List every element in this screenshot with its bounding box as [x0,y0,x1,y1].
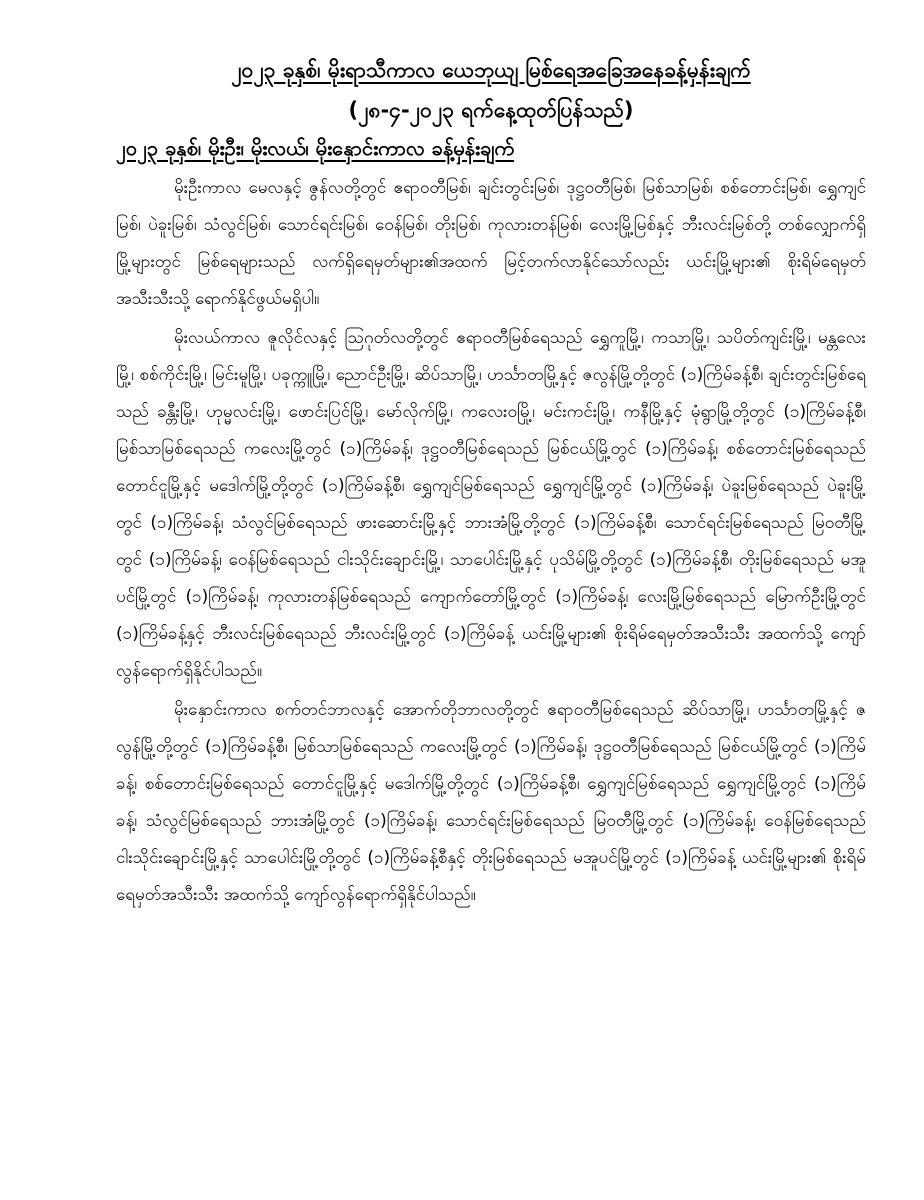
document-title: ၂၀၂၃ ခုနှစ်၊ မိုးရာသီကာလ ယေဘုယျ မြစ်ရေအခြေအနေခန့်မှန်းချက် [231,58,751,82]
paragraph-late-monsoon: မိုးနှောင်းကာလ စက်တင်ဘာလနှင့် အောက်တိုဘာလတို့တွင် ဧရာဝတီမြစ်ရေသည် ဆိပ်သာမြို့၊ ဟင်္သာတမြို့နှင့် ဇလွန်မြို့တို့တွင် (၁)ကြိမ်ခန့်စီ၊ မြစ်သာမြစ်ရေသည် ကလေးမြို့တွင် (၁)ကြိမ်ခန့်၊ ဒုဋ္ဌဝတီမြစ်ရေသည် မြစ်ငယ်မြို့တွင် (၁)ကြိမ်ခန့်၊ စစ်တောင်းမြစ်ရေသည် တောင်ငူမြို့နှင့် မဒေါက်မြို့တို့တွင် (၁)ကြိမ်ခန့်စီ၊ ရွှေကျင်မြစ်ရေသည် ရွှေကျင်မြို့တွင် (၁)ကြိမ်ခန့်၊ သံလွင်မြစ်ရေသည် ဘားအံမြို့တွင် (၁)ကြိမ်ခန့်၊ သောင်ရင်းမြစ်ရေသည် မြဝတီမြို့တွင် (၁)ကြိမ်ခန့်၊ ဝေန်မြစ်ရေသည် ငါးသိုင်းချောင်းမြို့နှင့် သာပေါင်းမြို့တို့တွင် (၁)ကြိမ်ခန့်စီနှင့် တိုးမြစ်ရေသည် မအူပင်မြို့တွင် (၁)ကြိမ်ခန့် ယင်းမြို့များ၏ စိုးရိမ်ရေမှတ်အသီးသီး အထက်သို့ ကျော်လွန်ရောက်ရှိနိုင်ပါသည်။ [116,700,866,905]
document-subtitle: (၂၈-၄-၂၀၂၃ ရက်နေ့ထုတ်ပြန်သည်) [348,98,634,122]
paragraph-early-monsoon: မိုးဦးကာလ မေလနှင့် ဇွန်လတို့တွင် ဧရာဝတီမြစ်၊ ချင်းတွင်းမြစ်၊ ဒုဋ္ဌဝတီမြစ်၊ မြစ်သာမြစ်၊ စစ်တောင်းမြစ်၊ ရွှေကျင်မြစ်၊ ပဲခူးမြစ်၊ သံလွင်မြစ်၊ သောင်ရင်းမြစ်၊ ဝေန်မြစ်၊ တိုးမြစ်၊ ကုလားတန်မြစ်၊ လေးမြို့မြစ်နှင့် ဘီးလင်းမြစ်တို့ တစ်လျှောက်ရှိ မြို့များတွင် မြစ်ရေများသည် လက်ရှိရေမှတ်များ၏အထက် မြင့်တက်လာနိုင်သော်လည်း ယင်းမြို့များ၏ စိုးရိမ်ရေမှတ် အသီးသီးသို့ ရောက်နိုင်ဖွယ်မရှိပါ။ [116,178,866,309]
section-heading: ၂၀၂၃ ခုနှစ်၊ မိုးဦး၊ မိုးလယ်၊ မိုးနှောင်းကာလ ခန့်မှန်းချက် [116,136,515,160]
paragraph-mid-monsoon: မိုးလယ်ကာလ ဇူလိုင်လနှင့် ဩဂုတ်လတို့တွင် ဧရာဝတီမြစ်ရေသည် ရွှေကူမြို့၊ ကသာမြို့၊ သပိတ်ကျင်းမြို့၊ မန္တလေးမြို့၊ စစ်ကိုင်းမြို့၊ မြင်းမူမြို့၊ ပခုက္ကူမြို့၊ ညောင်ဦးမြို့၊ ဆိပ်သာမြို့၊ ဟင်္သာတမြို့နှင့် ဇလွန်မြို့တို့တွင် (၁)ကြိမ်ခန့်စီ၊ ချင်းတွင်းမြစ်ရေသည် ခန္တီးမြို့၊ ဟုမ္မလင်းမြို့၊ ဖောင်းပြင်မြို့၊ မော်လိုက်မြို့၊ ကလေးဝမြို့၊ မင်းကင်းမြို့၊ ကနီမြို့နှင့် မုံရွာမြို့တို့တွင် (၁)ကြိမ်ခန့်စီ၊ မြစ်သာမြစ်ရေသည် ကလေးမြို့တွင် (၁)ကြိမ်ခန့်၊ ဒုဋ္ဌဝတီမြစ်ရေသည် မြစ်ငယ်မြို့တွင် (၁)ကြိမ်ခန့်၊ စစ်တောင်းမြစ်ရေသည် တောင်ငူမြို့နှင့် မဒေါက်မြို့တို့တွင် (၁)ကြိမ်ခန့်စီ၊ ရွှေကျင်မြစ်ရေသည် ရွှေကျင်မြို့တွင် (၁)ကြိမ်ခန့်၊ ပဲခူးမြစ်ရေသည် ပဲခူးမြို့တွင် (၁)ကြိမ်ခန့်၊ သံလွင်မြစ်ရေသည် ဖားဆောင်းမြို့နှင့် ဘားအံမြို့တို့တွင် (၁)ကြိမ်ခန့်စီ၊ သောင်ရင်းမြစ်ရေသည် မြဝတီမြို့တွင် (၁)ကြိမ်ခန့်၊ ဝေန်မြစ်ရေသည် ငါးသိုင်းချောင်းမြို့၊ သာပေါင်းမြို့နှင့် ပုသိမ်မြို့တို့တွင် (၁)ကြိမ်ခန့်စီ၊ တိုးမြစ်ရေသည် မအူပင်မြို့တွင် (၁)ကြိမ်ခန့်၊ ကုလားတန်မြစ်ရေသည် ကျောက်တော်မြို့တွင် (၁)ကြိမ်ခန့်၊ လေးမြို့မြစ်ရေသည် မြောက်ဦးမြို့တွင် (၁)ကြိမ်ခန့်နှင့် ဘီးလင်းမြစ်ရေသည် ဘီးလင်းမြို့တွင် (၁)ကြိမ်ခန့် ယင်းမြို့များ၏ စိုးရိမ်ရေမှတ်အသီးသီး အထက်သို့ ကျော်လွန်ရောက်ရှိနိုင်ပါသည်။ [116,328,866,681]
